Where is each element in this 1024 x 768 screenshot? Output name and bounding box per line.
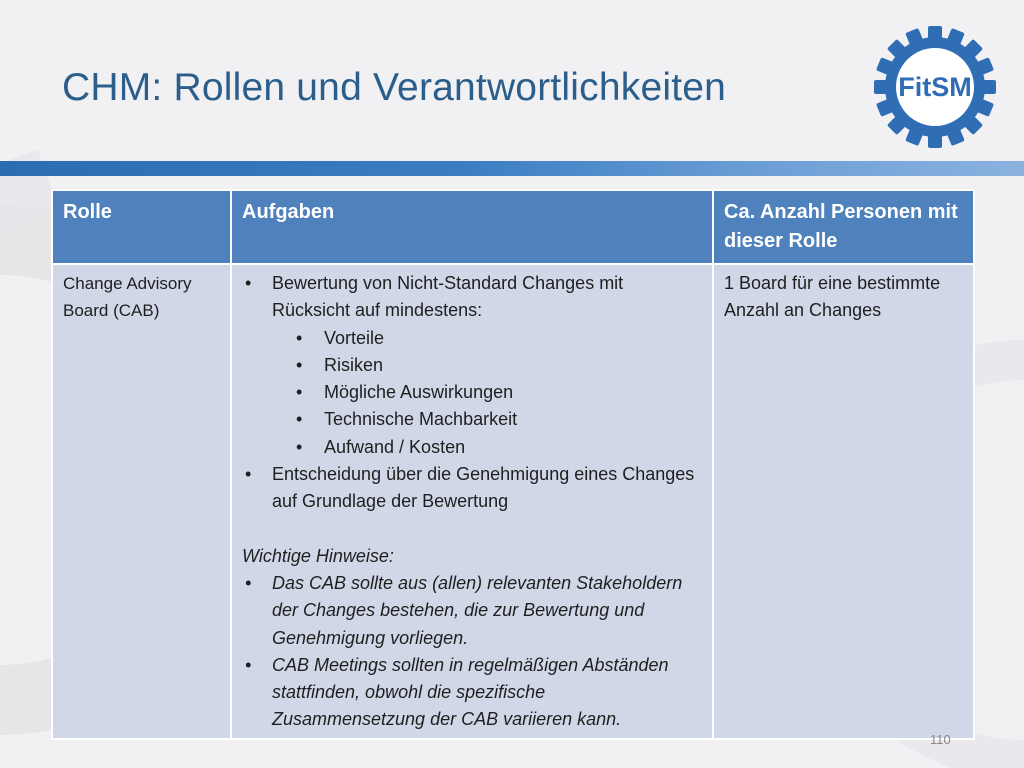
criteria-item: • Mögliche Auswirkungen xyxy=(272,379,702,406)
task-item: • Entscheidung über die Genehmigung eines Changes auf Grundlage der Bewertung xyxy=(242,461,702,516)
fitsm-gear-logo xyxy=(872,24,998,150)
cell-anzahl: 1 Board für eine bestimmte Anzahl an Changes xyxy=(713,264,974,739)
criteria-item: • Risiken xyxy=(272,352,702,379)
spacer xyxy=(242,516,702,543)
notes-heading: Wichtige Hinweise: xyxy=(242,545,394,566)
header-accent-bar xyxy=(0,161,1024,176)
roles-table xyxy=(51,189,975,740)
notes-block xyxy=(242,543,702,734)
criteria-item: • Aufwand / Kosten xyxy=(272,434,702,461)
cell-aufgaben xyxy=(231,264,713,739)
header-aufgaben: Aufgaben xyxy=(231,190,713,264)
task-item xyxy=(242,270,702,461)
logo-text: FitSM xyxy=(898,72,972,102)
header-anzahl: Ca. Anzahl Personen mit dieser Rolle xyxy=(713,190,974,264)
notes-list xyxy=(242,570,702,734)
criteria-item: • Vorteile xyxy=(272,325,702,352)
table-header-row xyxy=(52,190,974,264)
task-list xyxy=(242,270,702,516)
page-title: CHM: Rollen und Verantwortlichkeiten xyxy=(62,66,727,109)
note-item: • Das CAB sollte aus (allen) relevanten Stakeholdern der Changes bestehen, die zur Bewertung und Genehmigung vorliegen. xyxy=(242,570,702,652)
page-number: 110 xyxy=(930,732,951,747)
note-item: • CAB Meetings sollten in regelmäßigen Abständen stattfinden, obwohl die spezifische Zusammensetzung der CAB variieren kann. xyxy=(242,652,702,734)
criteria-list xyxy=(272,325,702,461)
table-row xyxy=(52,264,974,739)
cell-rolle: Change Advisory Board (CAB) xyxy=(52,264,231,739)
task-text: Bewertung von Nicht-Standard Changes mit Rücksicht auf mindestens: xyxy=(272,273,624,321)
header-rolle: Rolle xyxy=(52,190,231,264)
criteria-item: • Technische Machbarkeit xyxy=(272,406,702,433)
